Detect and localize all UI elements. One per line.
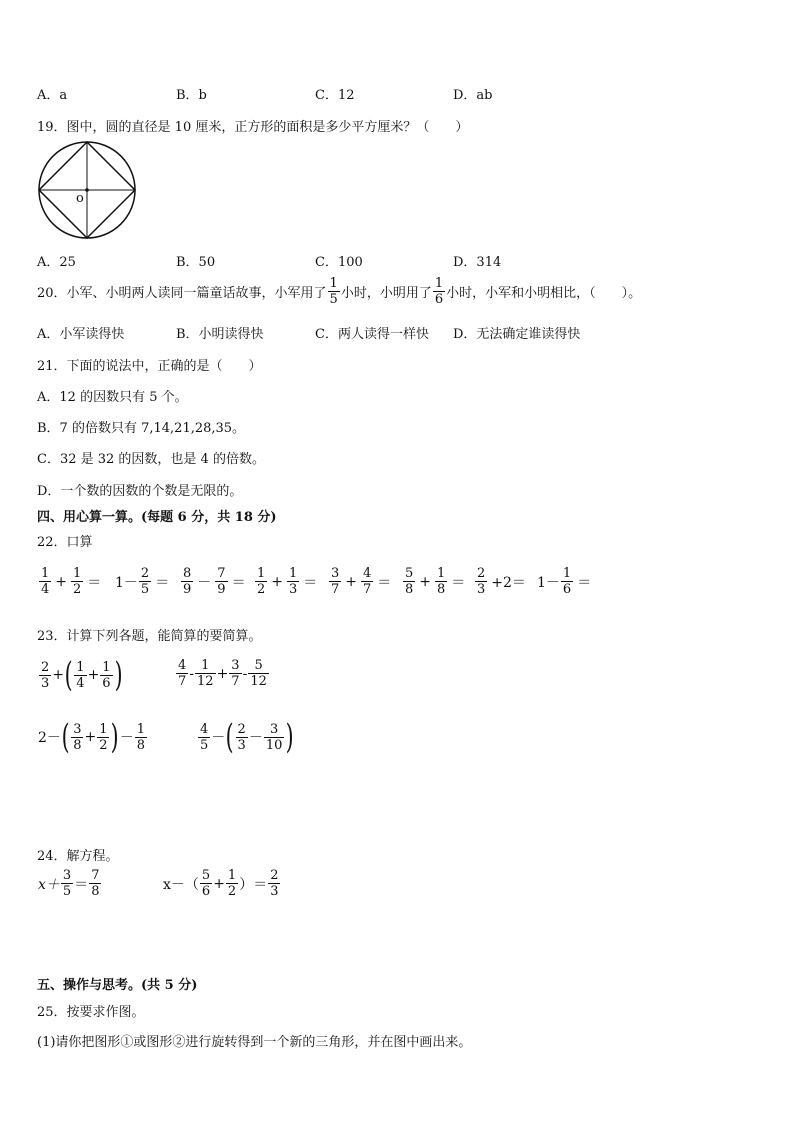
- q21-option-c: C．32 是 32 的因数，也是 4 的倍数。: [37, 452, 265, 467]
- q22-item-1: $\frac{1}{4}$ + $\frac{1}{2}$ ＝: [41, 566, 102, 597]
- q19-option-c: C．100: [315, 255, 363, 270]
- q24-text: 24．解方程。: [37, 849, 119, 864]
- q22-text: 22．口算: [37, 535, 93, 550]
- q18-option-a: A．a: [37, 88, 68, 103]
- q21-option-b: B．7 的倍数只有 7,14,21,28,35。: [37, 421, 246, 436]
- q24-equation-2: x－（ $\frac{5}{6}$ + $\frac{1}{2}$ ）＝ $\frac{2}{3}$: [163, 868, 279, 899]
- q20-option-a: A．小军读得快: [37, 327, 125, 342]
- q22-item-3: $\frac{8}{9}$ － $\frac{7}{9}$ ＝: [183, 566, 246, 597]
- q22-item-2: 1－ $\frac{2}{5}$ ＝: [115, 566, 170, 597]
- q20-fraction-2: $\frac{1}{6}$: [434, 276, 444, 307]
- section-4-heading: 四、用心算一算。(每题 6 分，共 18 分): [37, 510, 277, 525]
- circle-square-figure: [36, 140, 140, 242]
- q22-item-6: $\frac{5}{8}$ + $\frac{1}{8}$ ＝: [405, 566, 466, 597]
- q20-fraction-1: $\frac{1}{5}$: [329, 276, 338, 307]
- q18-option-b: B．b: [176, 88, 207, 103]
- q20-part2: 小时，小明用了: [340, 286, 432, 301]
- q21-text: 21．下面的说法中，正确的是（ ）: [37, 359, 262, 374]
- figure-center-dot: [85, 188, 89, 192]
- center-label: o: [76, 191, 84, 206]
- q23-text: 23．计算下列各题，能简算的要简算。: [37, 629, 262, 644]
- q22-item-7: $\frac{2}{3}$ +2＝: [477, 566, 526, 597]
- q23-expression-1: $\frac{2}{3}$ + ( $\frac{1}{4}$ + $\frac{1}{6}$ ): [41, 655, 123, 695]
- q22-item-4: $\frac{1}{2}$ + $\frac{1}{3}$ ＝: [257, 566, 318, 597]
- q19-option-b: B．50: [176, 255, 216, 270]
- q25-subquestion-1: (1)请你把图形①或图形②进行旋转得到一个新的三角形，并在图中画出来。: [37, 1035, 472, 1050]
- q21-option-d: D．一个数的因数的个数是无限的。: [37, 484, 243, 499]
- q23-expression-3: 2－ ( $\frac{3}{8}$ + $\frac{1}{2}$ ) － $\frac{1}{8}$: [38, 717, 146, 757]
- q19-option-d: D．314: [453, 255, 502, 270]
- q22-item-8: 1－ $\frac{1}{6}$ ＝: [537, 566, 592, 597]
- q20-option-b: B．小明读得快: [176, 327, 264, 342]
- q20-option-c: C．两人读得一样快: [315, 327, 429, 342]
- q22-item-5: $\frac{3}{7}$ + $\frac{4}{7}$ ＝: [331, 566, 392, 597]
- section-5-heading: 五、操作与思考。(共 5 分): [37, 978, 198, 993]
- q20-option-d: D．无法确定谁读得快: [453, 327, 581, 342]
- q20-text: [37, 276, 641, 307]
- q18-option-c: C．12: [315, 88, 355, 103]
- q23-expression-4: $\frac{4}{5}$ － ( $\frac{2}{3}$ － $\frac{3}{10}$ ): [200, 717, 294, 757]
- q21-option-a: A．12 的因数只有 5 个。: [37, 390, 188, 405]
- q23-expression-2: $\frac{4}{7}$ - $\frac{1}{12}$ + $\frac{3}{7}$ - $\frac{5}{12}$: [178, 658, 267, 689]
- q19-option-a: A．25: [37, 255, 76, 270]
- q20-part3: 小时，小军和小明相比，（ ）。: [446, 286, 642, 301]
- q24-equation-1: x＋ $\frac{3}{5}$ ＝ $\frac{7}{8}$: [38, 868, 100, 899]
- q25-text: 25．按要求作图。: [37, 1005, 145, 1020]
- q20-part1: 20．小军、小明两人读同一篇童话故事，小军用了: [37, 286, 327, 301]
- q18-option-d: D．ab: [453, 88, 493, 103]
- q19-text: 19．图中，圆的直径是 10 厘米，正方形的面积是多少平方厘米？（ ）: [37, 120, 469, 135]
